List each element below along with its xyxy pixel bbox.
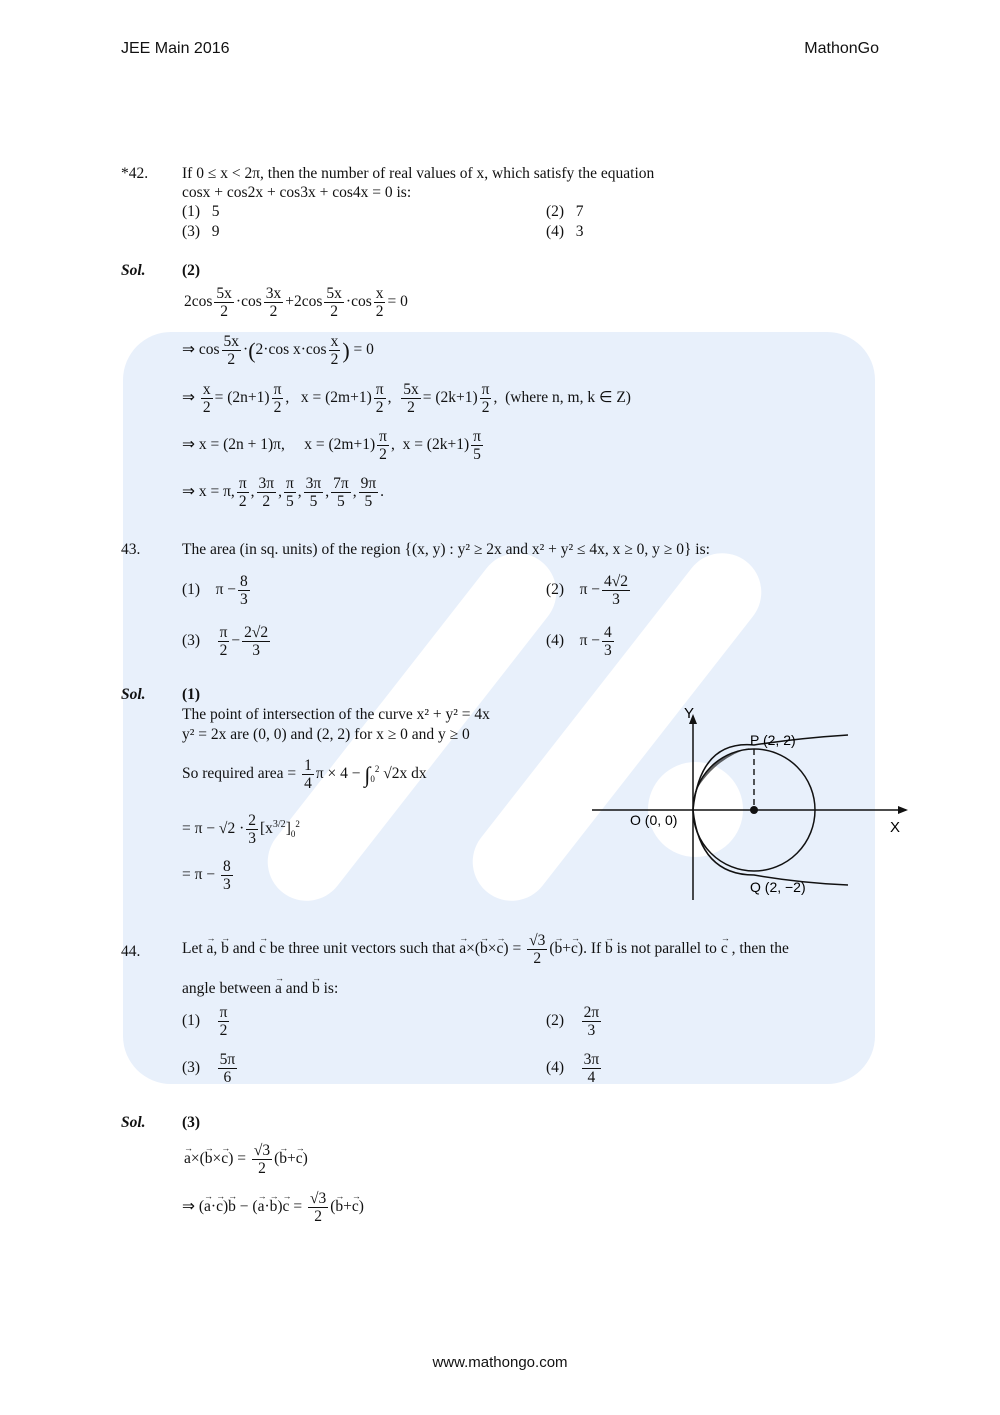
option-2[interactable]: (2) π − $\frac{4√2}{3}$ (546, 573, 629, 608)
option-2[interactable]: (2) $\frac{2\pi}{3}$ (546, 1004, 600, 1039)
option-value: 9 (211, 223, 220, 240)
option-label: (4) (546, 223, 565, 240)
svg-text:Y: Y (684, 705, 695, 722)
parabola-lower (693, 810, 848, 885)
question-text: angle between → a and → b is: (182, 979, 338, 998)
solution-label: Sol. (121, 1114, 146, 1131)
question-text: cosx + cos2x + cos3x + cos4x = 0 is: (182, 184, 412, 201)
region-diagram (590, 700, 920, 910)
solution-line: The point of intersection of the curve x² + y² = 4x (182, 706, 490, 723)
solution-step: ⇒ $\frac{x}{2}$ = (2n+1) $\frac{\pi}{2}$ , x = (2m+1) $\frac{\pi}{2}$ , $\frac{5x}{2}$ = (2k+1) $\frac{\pi}{2}$ , (where n, m, k ∈ Z) (182, 381, 631, 416)
solution-step: 2cos $\frac{5x}{2}$ ·cos $\frac{3x}{2}$ +2cos $\frac{5x}{2}$ ·cos $\frac{x}{2}$ = 0 (184, 285, 408, 320)
option-label: (2) (546, 203, 565, 220)
option-1[interactable] (182, 202, 219, 221)
solution-label: Sol. (121, 686, 146, 703)
solution-line: y² = 2x are (0, 0) and (2, 2) for x ≥ 0 and y ≥ 0 (182, 726, 470, 743)
question-text: If 0 ≤ x < 2π, then the number of real values of x, which satisfy the equation (182, 165, 655, 182)
option-value: 3 (575, 223, 584, 240)
question-number: 43. (121, 541, 141, 558)
solution-step: ⇒ x = (2n + 1)π, x = (2m+1) $\frac{\pi}{2}$ , x = (2k+1) $\frac{\pi}{5}$ (182, 428, 481, 463)
option-value: 5 (211, 203, 220, 220)
solution-answer: (2) (182, 262, 201, 279)
option-1[interactable]: (1) $\frac{\pi}{2}$ (182, 1004, 228, 1039)
option-4[interactable]: (4) $\frac{3\pi}{4}$ (546, 1051, 600, 1086)
footer-url[interactable]: www.mathongo.com (432, 1354, 568, 1371)
solution-line: So required area = $\frac{1}{4}$ $\pi \times 4 - \int_0^2$ √2x dx (182, 757, 427, 792)
solution-step: → a×(→ b×→ c) = $\frac{√3}{2}$ (→ b+→ c) (184, 1142, 308, 1177)
question-text: Let → a, → b and → c be three unit vectors such that → a×(→ b×→ c) = $\frac{√3}{2}$ (→ b+→ c). If → b is not parallel to → c , then the (182, 932, 912, 967)
solution-step: ⇒ x = π, $\frac{\pi}{2}$ , $\frac{3\pi}{2}$ , $\frac{\pi}{5}$ , $\frac{3\pi}{5}$ , $\frac{7\pi}{5}$ , $\frac{9\pi}{5}$ . (182, 475, 385, 510)
header-brand: MathonGo (804, 40, 879, 57)
option-3[interactable] (182, 222, 219, 241)
option-1[interactable]: (1) π − $\frac{8}{3}$ (182, 573, 248, 608)
solution-step: ⇒ (→ a·→ c)→ b − (→ a·→ b)→ c = $\frac{√3}{2}$ (→ b+→ c) (182, 1190, 364, 1225)
header-exam-title: JEE Main 2016 (121, 40, 230, 57)
option-2[interactable] (546, 202, 583, 221)
x-axis-arrow-icon (898, 806, 908, 814)
svg-text:X: X (890, 819, 901, 836)
solution-answer: (3) (182, 1114, 201, 1131)
svg-text:O (0, 0): O (0, 0) (630, 812, 678, 828)
solution-answer: (1) (182, 686, 201, 703)
option-4[interactable] (546, 222, 583, 241)
question-number: 44. (121, 943, 141, 960)
option-label: (1) (182, 203, 201, 220)
option-3[interactable]: (3) $\frac{5\pi}{6}$ (182, 1051, 236, 1086)
question-number: *42. (121, 165, 149, 182)
solution-label: Sol. (121, 262, 146, 279)
option-label: (3) (182, 223, 201, 240)
option-4[interactable]: (4) π − $\frac{4}{3}$ (546, 624, 612, 659)
solution-line: = π − $\frac{8}{3}$ (182, 858, 231, 893)
option-value: 7 (575, 203, 584, 220)
question-text: The area (in sq. units) of the region {(x, y) : y² ≥ 2x and x² + y² ≤ 4x, x ≥ 0, y ≥ 0} is: (182, 541, 710, 558)
option-3[interactable]: (3) $\frac{\pi}{2}$ − $\frac{2√2}{3}$ (182, 624, 269, 659)
solution-step: ⇒ cos $\frac{5x}{2}$ ·(2·cos x·cos $\frac{x}{2}$ ) = 0 (182, 333, 374, 368)
solution-line: = π − √2 · $\frac{2}{3}$ $[x^{3/2}]_0^2$ (182, 812, 300, 847)
svg-text:Q (2, −2): Q (2, −2) (750, 879, 806, 895)
svg-text:P (2, 2): P (2, 2) (750, 732, 796, 748)
